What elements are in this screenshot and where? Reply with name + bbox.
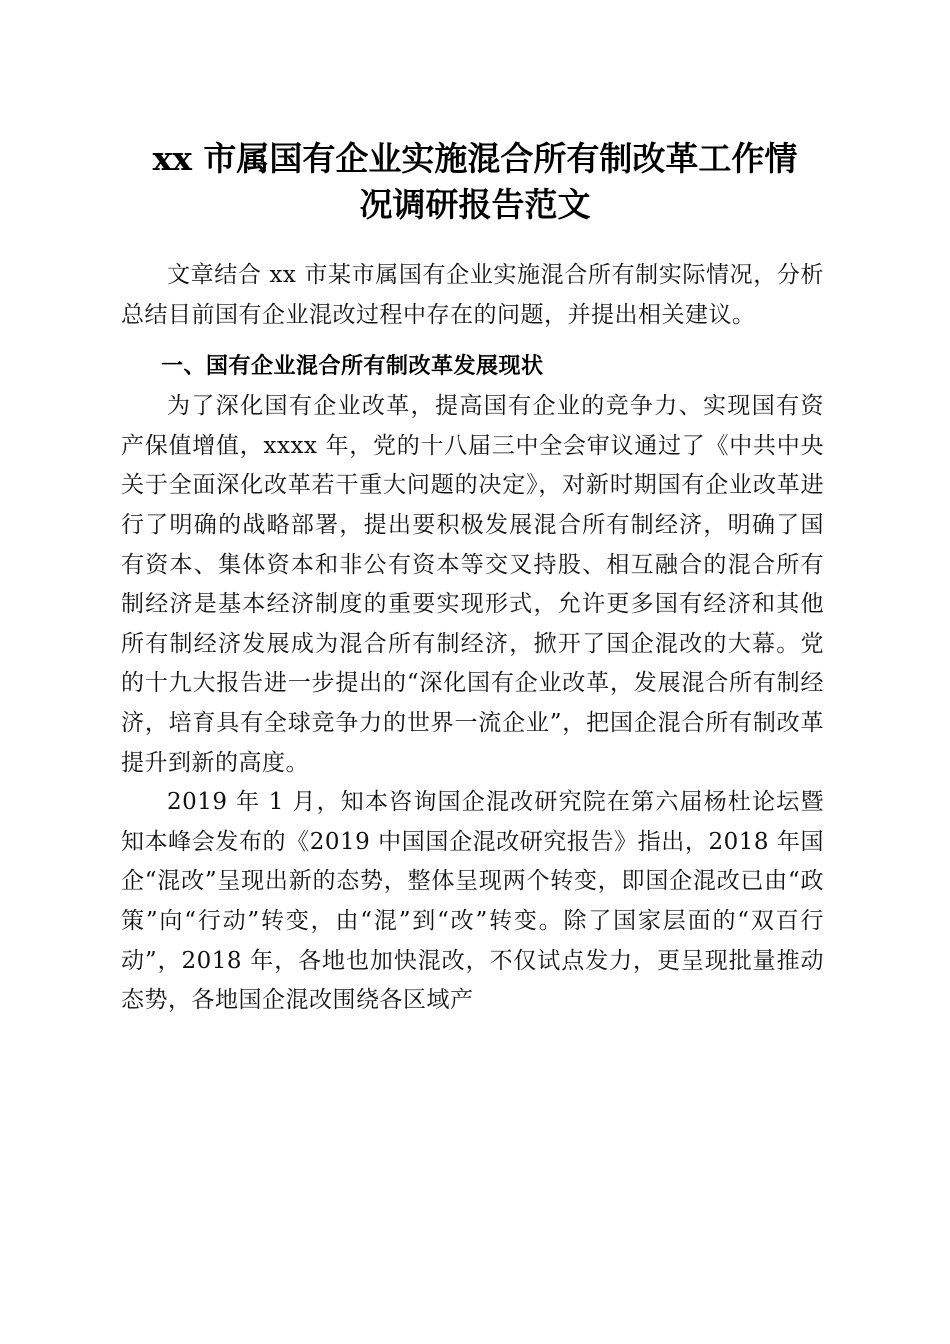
body-paragraph-2: 2019 年 1 月，知本咨询国企混改研究院在第六届杨杜论坛暨知本峰会发布的《2019 中国国企混改研究报告》指出，2018 年国企“混改”呈现出新的态势，整体呈现两个转变，即国企混改已由“政策”向“行动”转变，由“混”到“改”转变。除了国家层面的“双百行动”，2018 年，各地也加快混改，不仅试点发力，更呈现批量推动态势，各地国企混改围绕各区域产 [121, 789, 824, 1014]
title-line-1: xx 市属国有企业实施混合所有制改革工作情 [152, 139, 798, 178]
document-title [100, 136, 850, 228]
document-body [121, 256, 824, 1021]
section-heading-1: 一、国有企业混合所有制改革发展现状 [161, 354, 544, 380]
intro-paragraph: 文章结合 xx 市某市属国有企业实施混合所有制实际情况，分析总结目前国有企业混改过程中存在的问题，并提出相关建议。 [121, 262, 824, 328]
body-paragraph-1: 为了深化国有企业改革，提高国有企业的竞争力、实现国有资产保值增值，xxxx 年，党的十八届三中全会审议通过了《中共中央关于全面深化改革若干重大问题的决定》，对新时期国有企业改革进行了明确的战略部署，提出要积极发展混合所有制经济，明确了国有资本、集体资本和非公有资本等交叉持股、相互融合的混合所有制经济是基本经济制度的重要实现形式，允许更多国有经济和其他所有制经济发展成为混合所有制经济，掀开了国企混改的大幕。党的十九大报告进一步提出的“深化国有企业改革，发展混合所有制经济，培育具有全球竞争力的世界一流企业”，把国企混合所有制改革提升到新的高度。 [121, 393, 824, 776]
title-line-2: 况调研报告范文 [359, 185, 591, 224]
